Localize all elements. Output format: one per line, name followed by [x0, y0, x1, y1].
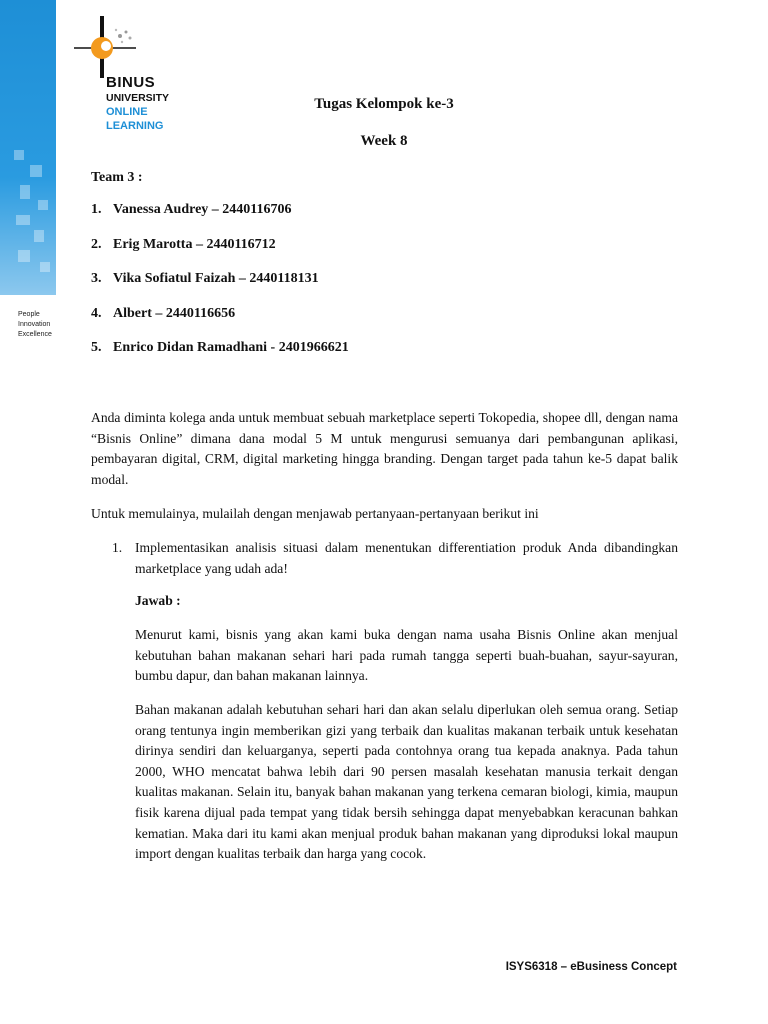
member-number: 1.	[91, 202, 102, 217]
footer-course: ISYS6318 – eBusiness Concept	[505, 961, 677, 973]
week-heading: Week 8	[360, 133, 408, 149]
member-name: Enrico Didan Ramadhani - 2401966621	[113, 340, 349, 355]
member-number: 5.	[91, 340, 102, 355]
document-title: Tugas Kelompok ke-3	[314, 96, 454, 112]
tagline-line: People	[18, 311, 40, 318]
answer-paragraph-2: Bahan makanan adalah kebutuhan sehari hari dan akan selalu diperlukan oleh semua orang. Setiap orang tentunya ingin memberikan gizi yang terbaik dan kualitas makanan terbaik untuk kesehatan dirinya sendiri dan keluarganya, seperti pada contohnya orang tua kepada anaknya. Pada tahun 2000, WHO mencatat bahwa lebih dari 90 persen masalah kesehatan manusia terkait dengan kualitas makanan. Selain itu, banyak bahan makanan yang terkena cemaran biologi, kimia, maupun fisik karena dijual pada tempat yang tidak bersih sehingga dapat menyebabkan keracunan bahkan kematian. Maka dari itu kami akan menjual produk bahan makanan yang diproduksi lokal maupun import dengan kualitas terbaik dan harga yang cocok.	[135, 702, 678, 862]
answer-label: Jawab :	[135, 593, 181, 608]
member-item	[91, 306, 349, 341]
tagline-line: Innovation	[18, 321, 51, 328]
tagline-line: Excellence	[18, 331, 52, 338]
member-item	[91, 202, 349, 237]
logo-university: UNIVERSITY	[106, 92, 170, 104]
question-number: 1.	[112, 540, 123, 555]
member-item	[91, 237, 349, 272]
question-text: Implementasikan analisis situasi dalam menentukan differentiation produk Anda dibandingkan marketplace yang udah ada!	[135, 540, 678, 576]
member-item	[91, 340, 349, 375]
tagline	[18, 310, 52, 340]
member-name: Erig Marotta – 2440116712	[113, 236, 276, 252]
team-label: Team 3 :	[91, 170, 143, 185]
member-name: Vika Sofiatul Faizah – 2440118131	[113, 271, 319, 286]
logo-learning: LEARNING	[106, 120, 164, 132]
member-number: 4.	[91, 305, 102, 321]
logo-brand: BINUS	[106, 74, 156, 91]
member-number: 3.	[91, 271, 102, 286]
member-number: 2.	[91, 236, 102, 252]
member-item	[91, 271, 349, 306]
intro-paragraph: Anda diminta kolega anda untuk membuat sebuah marketplace seperti Tokopedia, shopee dll, dengan nama “Bisnis Online” dimana dana modal 5 M untuk mengurusi semuanya dari pembangunan aplikasi, pembayaran digital, CRM, digital marketing hingga branding. Dengan target pada tahun ke-5 dapat balik modal.	[91, 410, 678, 487]
answer-paragraph-1: Menurut kami, bisnis yang akan kami buka dengan nama usaha Bisnis Online akan menjual kebutuhan bahan makanan sehari hari pada rumah tangga seperti buah-buahan, sayur-sayuran, bumbu dapur, dan bahan makanan lainnya.	[135, 627, 678, 684]
instruction-paragraph: Untuk memulainya, mulailah dengan menjawab pertanyaan-pertanyaan berikut ini	[91, 506, 539, 521]
member-name: Vanessa Audrey – 2440116706	[113, 202, 292, 217]
member-name: Albert – 2440116656	[113, 305, 236, 321]
member-list	[91, 202, 349, 375]
logo-online: ONLINE	[106, 106, 148, 118]
